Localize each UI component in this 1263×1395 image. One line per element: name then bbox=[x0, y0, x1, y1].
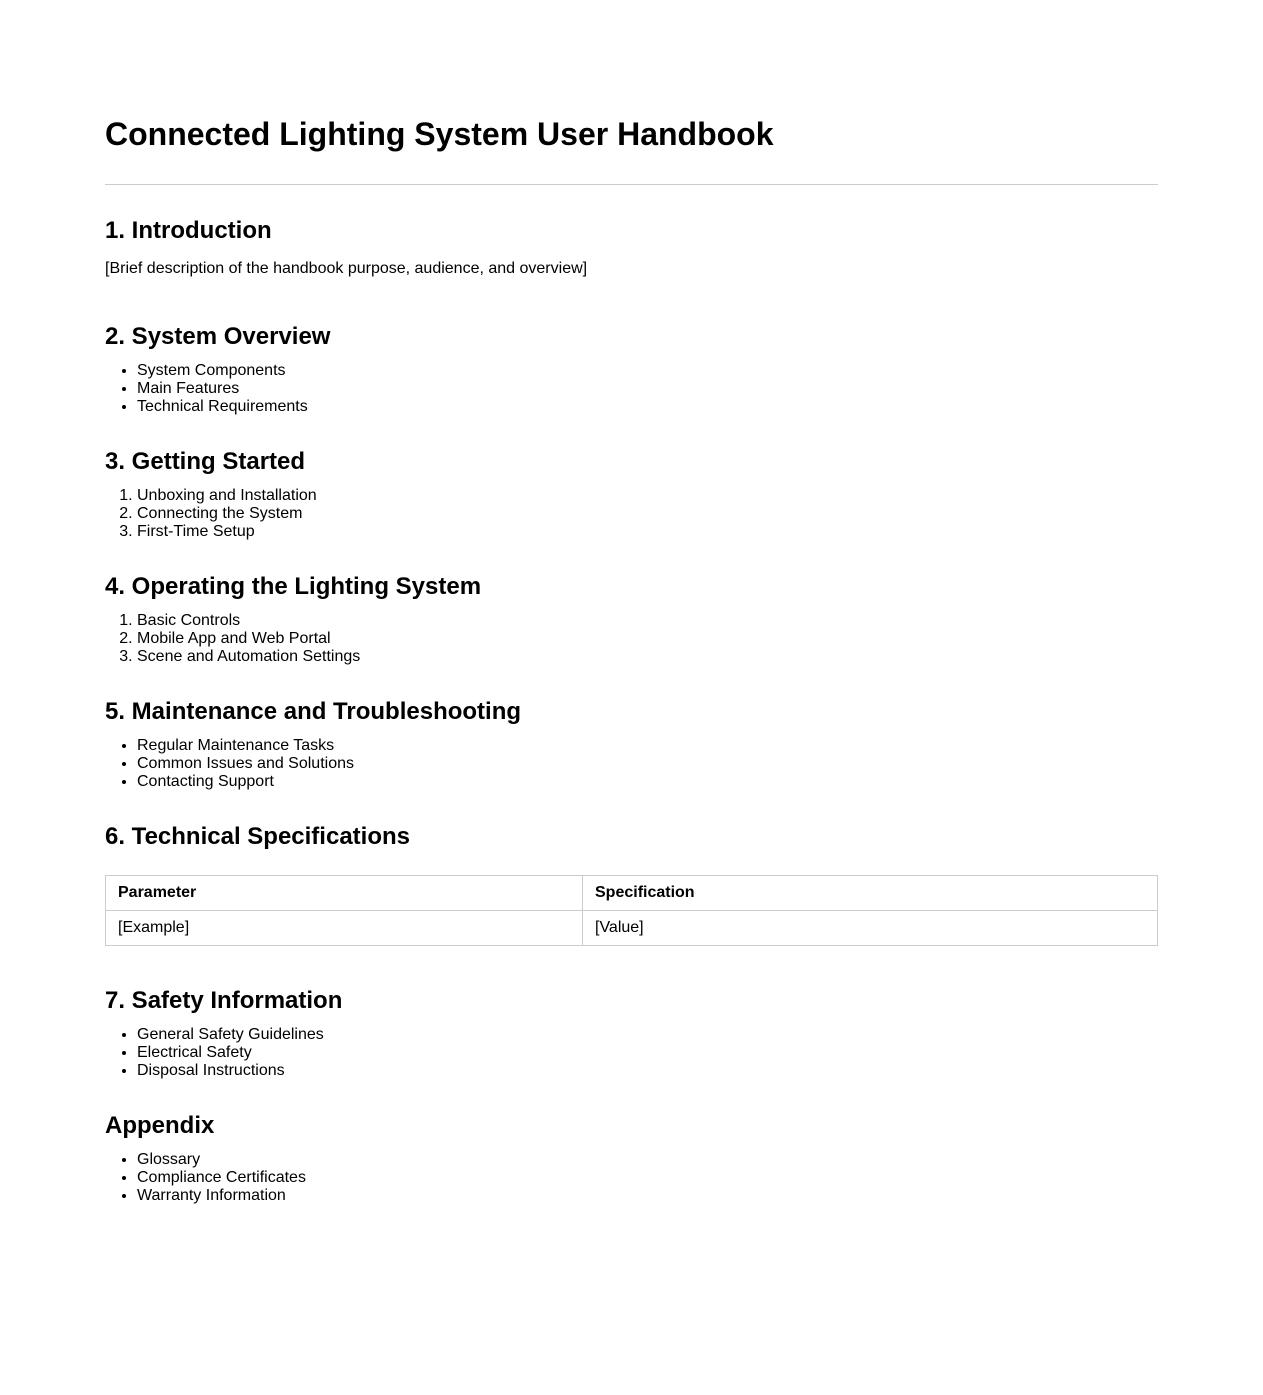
section-technical-specifications bbox=[105, 822, 1158, 946]
list-item: 3. Scene and Automation Settings bbox=[137, 648, 1158, 666]
list-item: • Electrical Safety bbox=[137, 1044, 1158, 1062]
section-heading: 7. Safety Information bbox=[105, 987, 343, 1014]
section-heading: 2. System Overview bbox=[105, 323, 331, 350]
list-item: 3. First-Time Setup bbox=[137, 523, 1158, 541]
section-heading: 6. Technical Specifications bbox=[105, 823, 410, 850]
list-item: • Glossary bbox=[137, 1151, 1158, 1169]
section-maintenance bbox=[105, 697, 1158, 791]
list-item: • Common Issues and Solutions bbox=[137, 755, 1158, 773]
title-divider bbox=[105, 184, 1158, 185]
bullet-list bbox=[105, 362, 1158, 416]
section-heading: 1. Introduction bbox=[105, 217, 272, 244]
section-appendix bbox=[105, 1111, 1158, 1205]
section-operating bbox=[105, 572, 1158, 666]
table-cell-parameter: [Example] bbox=[106, 911, 583, 946]
list-item: 2. Mobile App and Web Portal bbox=[137, 630, 1158, 648]
bullet-list bbox=[105, 1026, 1158, 1080]
list-item: • System Components bbox=[137, 362, 1158, 380]
section-system-overview bbox=[105, 322, 1158, 416]
list-item: • Technical Requirements bbox=[137, 398, 1158, 416]
section-introduction bbox=[105, 216, 1158, 278]
list-item: 1. Basic Controls bbox=[137, 612, 1158, 630]
section-heading: 3. Getting Started bbox=[105, 448, 306, 475]
list-item: 2. Connecting the System bbox=[137, 505, 1158, 523]
column-header-parameter: Parameter bbox=[106, 876, 583, 911]
list-item: • Contacting Support bbox=[137, 773, 1158, 791]
list-item: • Regular Maintenance Tasks bbox=[137, 737, 1158, 755]
bullet-list bbox=[105, 737, 1158, 791]
table-cell-specification: [Value] bbox=[583, 911, 1158, 946]
bullet-list bbox=[105, 1151, 1158, 1205]
page-title: Connected Lighting System User Handbook bbox=[105, 116, 774, 152]
list-item: • General Safety Guidelines bbox=[137, 1026, 1158, 1044]
section-heading: 5. Maintenance and Troubleshooting bbox=[105, 698, 522, 725]
numbered-list bbox=[105, 487, 1158, 541]
list-item: • Compliance Certificates bbox=[137, 1169, 1158, 1187]
numbered-list bbox=[105, 612, 1158, 666]
document-page bbox=[105, 0, 1158, 1315]
column-header-specification: Specification bbox=[583, 876, 1158, 911]
intro-paragraph: [Brief description of the handbook purpose, audience, and overview] bbox=[105, 260, 588, 277]
list-item: • Disposal Instructions bbox=[137, 1062, 1158, 1080]
table-row bbox=[106, 911, 1158, 946]
section-getting-started bbox=[105, 447, 1158, 541]
table-header-row bbox=[106, 876, 1158, 911]
section-heading: 4. Operating the Lighting System bbox=[105, 573, 482, 600]
list-item: • Main Features bbox=[137, 380, 1158, 398]
section-safety bbox=[105, 986, 1158, 1080]
section-heading: Appendix bbox=[105, 1112, 215, 1139]
spec-table bbox=[105, 875, 1158, 946]
list-item: 1. Unboxing and Installation bbox=[137, 487, 1158, 505]
list-item: • Warranty Information bbox=[137, 1187, 1158, 1205]
